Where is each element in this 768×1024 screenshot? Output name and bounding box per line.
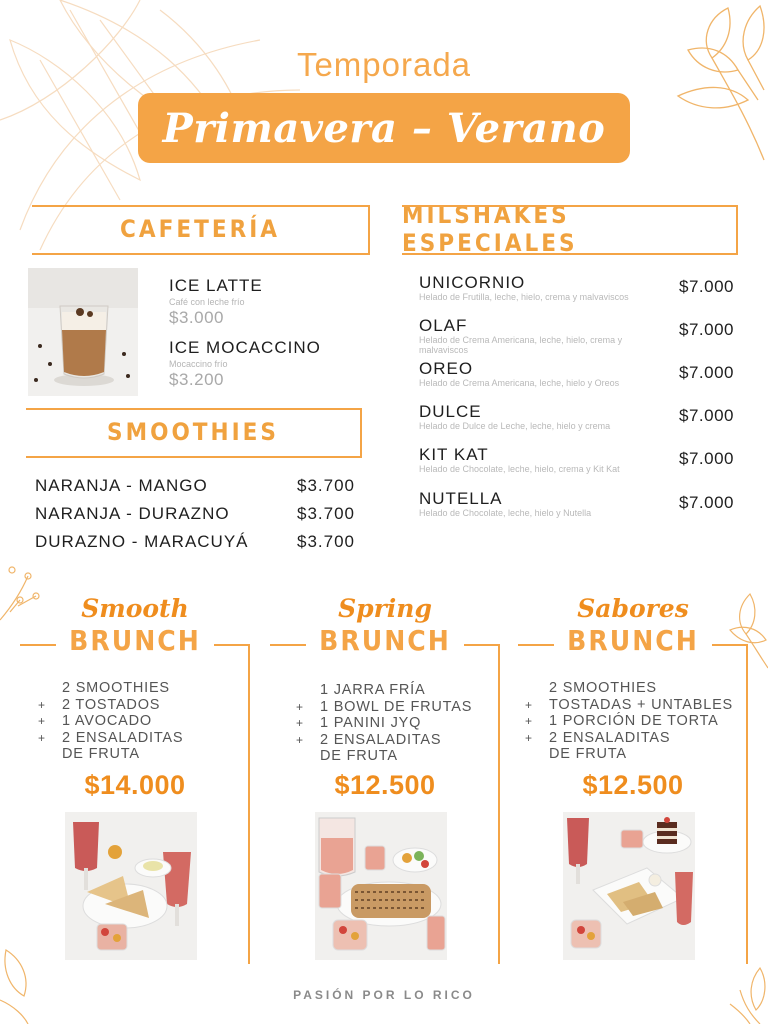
- smoothie-name: NARANJA - DURAZNO: [35, 504, 230, 523]
- cafe-item-price: $3.200: [169, 370, 224, 389]
- brunch-item: 1 JARRA FRÍA: [320, 682, 426, 698]
- brunch-sabores: [518, 592, 748, 964]
- milkshake-price: $7.000: [679, 363, 734, 382]
- cafe-item-name: ICE MOCACCINO: [169, 338, 321, 357]
- brunch-item: [278, 715, 508, 732]
- brunch-item: [20, 713, 250, 730]
- plus-icon: +: [38, 697, 46, 712]
- brunch-script-title: Sabores: [577, 594, 689, 623]
- brunch-price: $12.500: [582, 770, 684, 800]
- season-banner: [138, 93, 630, 163]
- plus-icon: +: [38, 714, 46, 728]
- milkshake-price: $7.000: [679, 493, 734, 512]
- brunch-script-title: Smooth: [81, 594, 189, 623]
- brunch-divider: [712, 644, 748, 646]
- milkshake-name: OLAF: [419, 316, 468, 335]
- smoothie-price: $3.700: [297, 504, 355, 523]
- plus-icon: +: [525, 697, 533, 712]
- brunch-script-title: Spring: [338, 594, 432, 623]
- brunch-items: [278, 682, 508, 765]
- brunch-item: [20, 730, 200, 763]
- brunch-item-text: 2 ENSALADITAS DE FRUTA: [320, 731, 442, 764]
- smoothie-item: [35, 532, 355, 552]
- brunch-divider: [20, 644, 56, 646]
- cafe-item-description: Mocaccino frío: [169, 359, 228, 369]
- milkshake-price: $7.000: [679, 277, 734, 296]
- milkshake-name: OREO: [419, 359, 474, 378]
- brunch-item-text: 1 BOWL DE FRUTAS: [320, 698, 473, 715]
- milkshake-description: Helado de Dulce de Leche, leche, hielo y crema: [419, 421, 611, 431]
- brunch-item: [507, 730, 687, 763]
- smoothies-title: SMOOTHIES: [107, 418, 279, 446]
- brunch-item: [20, 697, 250, 714]
- brunch-item: 2 SMOOTHIES: [62, 680, 170, 696]
- brunch-item-text: 2 ENSALADITAS DE FRUTA: [62, 729, 184, 762]
- plus-icon: +: [296, 716, 304, 730]
- footer-slogan: PASIÓN POR LO RICO: [293, 988, 475, 1002]
- brunch-price: $12.500: [334, 770, 436, 800]
- milkshake-price: $7.000: [679, 406, 734, 425]
- brunch-item: 2 SMOOTHIES: [549, 680, 657, 696]
- smoothie-price: $3.700: [297, 476, 355, 495]
- brunch-photo: [563, 812, 695, 960]
- season-label: Temporada: [296, 46, 472, 83]
- brunch-item-text: 1 PORCIÓN DE TORTA: [549, 713, 719, 729]
- smoothie-item: [35, 476, 355, 496]
- milkshake-item: [419, 273, 734, 302]
- milkshake-item: [419, 402, 734, 431]
- milkshake-price: $7.000: [679, 449, 734, 468]
- smoothies-header: [26, 408, 362, 458]
- milkshake-item: [419, 489, 734, 518]
- brunch-divider: [518, 644, 554, 646]
- banner-title: Primavera – Verano: [162, 104, 606, 152]
- brunch-spring: [270, 592, 500, 964]
- brunch-smooth: [20, 592, 250, 964]
- brunch-item-text: 2 ENSALADITAS DE FRUTA: [549, 729, 671, 762]
- plus-icon: +: [38, 730, 46, 745]
- brunch-price: $14.000: [84, 770, 186, 800]
- milkshakes-header: [402, 201, 738, 257]
- milkshake-name: UNICORNIO: [419, 273, 526, 292]
- cafeteria-title: CAFETERÍA: [120, 215, 280, 243]
- milkshake-name: KIT KAT: [419, 445, 489, 464]
- brunch-divider: [464, 644, 500, 646]
- brunch-item-text: 1 PANINI JYQ: [320, 715, 422, 731]
- smoothie-name: DURAZNO - MARACUYÁ: [35, 532, 249, 551]
- cafe-item-description: Café con leche frío: [169, 297, 245, 307]
- brunch-photo: [65, 812, 197, 960]
- plus-icon: +: [296, 699, 304, 714]
- cafe-item-name: ICE LATTE: [169, 276, 263, 295]
- brunch-title: BRUNCH: [567, 624, 699, 657]
- brunch-divider: [214, 644, 250, 646]
- milkshake-item: [419, 316, 734, 355]
- brunch-item-text: TOSTADAS + UNTABLES: [549, 696, 734, 713]
- milkshake-description: Helado de Crema Americana, leche, hielo, crema y malvaviscos: [419, 335, 623, 355]
- smoothie-price: $3.700: [297, 532, 355, 551]
- leaf-decoration-top-right: [668, 0, 768, 170]
- brunch-divider: [270, 644, 306, 646]
- brunch-item: [278, 699, 508, 716]
- milkshake-description: Helado de Crema Americana, leche, hielo y Oreos: [419, 378, 620, 388]
- brunch-item: [507, 697, 747, 714]
- cafeteria-header: [32, 205, 370, 255]
- milkshake-description: Helado de Frutilla, leche, hielo, crema y malvaviscos: [419, 292, 629, 302]
- milkshake-name: NUTELLA: [419, 489, 503, 508]
- plus-icon: +: [525, 714, 533, 728]
- brunch-title: BRUNCH: [319, 624, 451, 657]
- milkshake-item: [419, 359, 734, 388]
- brunch-item: [278, 732, 458, 765]
- brunch-items: [20, 680, 250, 763]
- milkshake-name: DULCE: [419, 402, 482, 421]
- cafe-item-ice-mocaccino: [169, 338, 321, 390]
- brunch-title: BRUNCH: [69, 624, 201, 657]
- milkshake-price: $7.000: [679, 320, 734, 339]
- milkshake-description: Helado de Chocolate, leche, hielo, crema y Kit Kat: [419, 464, 620, 474]
- iced-coffee-photo: [28, 268, 138, 396]
- brunch-item-text: 1 AVOCADO: [62, 713, 152, 729]
- milkshake-description: Helado de Chocolate, leche, hielo y Nutella: [419, 508, 592, 518]
- cafe-item-price: $3.000: [169, 308, 224, 327]
- brunch-item: [507, 713, 747, 730]
- plus-icon: +: [296, 732, 304, 747]
- milkshake-item: [419, 445, 734, 474]
- smoothie-name: NARANJA - MANGO: [35, 476, 208, 495]
- brunch-items: [507, 680, 747, 763]
- brunch-item-text: 2 TOSTADOS: [62, 696, 161, 713]
- milkshakes-title: MILSHAKES ESPECIALES: [402, 201, 578, 257]
- cafe-item-ice-latte: [169, 276, 263, 328]
- smoothie-item: [35, 504, 355, 524]
- plus-icon: +: [525, 730, 533, 745]
- brunch-photo: [315, 812, 447, 960]
